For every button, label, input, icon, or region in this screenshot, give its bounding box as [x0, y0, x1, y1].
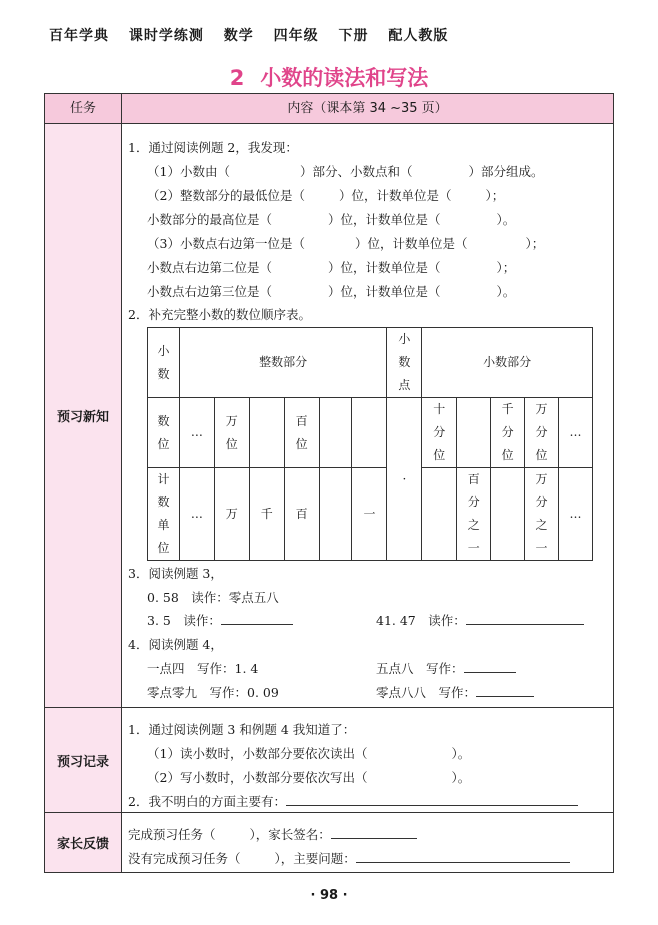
q3-example: 0. 58 读作：零点五八: [147, 590, 279, 605]
q1-line3: 小数部分的最高位是（ ）位，计数单位是（ ）。: [147, 212, 516, 227]
lesson-title: [0, 62, 658, 92]
decimal-part-cell: 小数部分: [422, 328, 593, 398]
q1-line5: 小数点右边第二位是（ ）位，计数单位是（ ）；: [147, 260, 516, 275]
q2-intro: 2．补充完整小数的数位顺序表。: [128, 307, 311, 322]
section-label-preview-record: [45, 708, 122, 812]
q3-item-a: 3. 5 读作：: [147, 611, 293, 629]
row-label-cell: 小数: [148, 328, 180, 398]
section-label-text: 家长反馈: [56, 837, 109, 852]
integer-part-cell: 整数部分: [179, 328, 386, 398]
answer-line[interactable]: [356, 850, 570, 863]
feedback-line2: 没有完成预习任务（ ），主要问题：: [128, 849, 570, 867]
table-row: [148, 468, 593, 561]
table-cell: …: [179, 398, 214, 468]
header-item: 数学: [223, 28, 254, 44]
table-cell: …: [559, 398, 593, 468]
table-cell: 万: [214, 468, 249, 561]
table-cell: 百分之一: [457, 468, 491, 561]
record-intro: 1．通过阅读例题 3 和例题 4 我知道了：: [128, 722, 356, 737]
section-label-preview-new: [45, 124, 122, 707]
header-item: 课时学练测: [128, 28, 204, 44]
lesson-title-text: 小数的读法和写法: [260, 66, 429, 90]
table-cell: 百: [284, 468, 319, 561]
header-item: 配人教版: [388, 28, 449, 44]
page-number: · 98 ·: [310, 888, 348, 903]
header-task: 任务: [45, 94, 122, 123]
section-label-text: 预习记录: [56, 754, 109, 770]
header-item: 四年级: [273, 28, 319, 44]
header-item: 百年学典: [49, 28, 109, 44]
q4-item-b: 零点八八 写作：: [376, 683, 534, 701]
table-cell: 十分位: [422, 398, 457, 468]
feedback-line1: 完成预习任务（ ），家长签名：: [128, 825, 417, 843]
answer-line[interactable]: [221, 612, 293, 625]
blank-cell: [249, 398, 284, 468]
q1-intro: 1．通过阅读例题 2，我发现：: [128, 140, 298, 155]
q3-item-b: 41. 47 读作：: [376, 611, 584, 629]
row-label-cell: 数位: [148, 398, 180, 468]
table-cell: 百位: [284, 398, 319, 468]
table-cell: 万分位: [525, 398, 559, 468]
blank-cell: [457, 398, 491, 468]
table-row: [148, 328, 593, 398]
table-cell: 千: [249, 468, 284, 561]
section-divider: [45, 812, 613, 813]
q4-item-a: 五点八 写作：: [376, 659, 516, 677]
answer-line[interactable]: [286, 793, 578, 806]
blank-cell: [352, 398, 387, 468]
blank-cell: [422, 468, 457, 561]
section-divider: [45, 707, 613, 708]
table-cell: 千分位: [491, 398, 525, 468]
q4-example-2: 零点零九 写作：0. 09: [147, 685, 279, 700]
dot-cell: ·: [387, 398, 422, 561]
table-header-row: [45, 94, 613, 124]
place-value-table: [147, 327, 593, 561]
header-item: 下册: [338, 28, 369, 44]
section-label-parent-feedback: [45, 813, 122, 872]
table-cell: 一: [352, 468, 387, 561]
header-content: 内容（课本第 34 ~35 页）: [287, 101, 448, 116]
decimal-point-cell: 小数点: [387, 328, 422, 398]
answer-line[interactable]: [466, 612, 584, 625]
q1-line4: （3）小数点右边第一位是（ ）位，计数单位是（ ）；: [147, 236, 545, 251]
section-label-text: 预习新知: [56, 410, 109, 425]
q1-line1: （1）小数由（ ）部分、小数点和（ ）部分组成。: [147, 164, 544, 179]
row-label-cell: 计数单位: [148, 468, 180, 561]
record-line3: 2．我不明白的方面主要有：: [128, 792, 578, 810]
record-line1: （1）读小数时，小数部分要依次读出（ ）。: [147, 746, 471, 761]
book-header: [49, 25, 462, 45]
table-cell: 万分之一: [525, 468, 559, 561]
q4-example-1: 一点四 写作：1. 4: [147, 661, 259, 676]
q4-intro: 4．阅读例题 4，: [128, 637, 223, 652]
q1-line6: 小数点右边第三位是（ ）位，计数单位是（ ）。: [147, 284, 516, 299]
answer-line[interactable]: [476, 684, 534, 697]
blank-cell: [491, 468, 525, 561]
table-cell: …: [179, 468, 214, 561]
answer-line[interactable]: [464, 660, 516, 673]
q3-intro: 3．阅读例题 3，: [128, 566, 223, 581]
signature-line[interactable]: [331, 826, 417, 839]
lesson-number: 2: [229, 66, 245, 90]
table-cell: …: [559, 468, 593, 561]
blank-cell: [319, 398, 352, 468]
table-row: [148, 398, 593, 468]
blank-cell: [319, 468, 352, 561]
table-cell: 万位: [214, 398, 249, 468]
q1-line2: （2）整数部分的最低位是（ ）位，计数单位是（ ）；: [147, 188, 505, 203]
worksheet-table: [44, 93, 614, 873]
record-line2: （2）写小数时，小数部分要依次写出（ ）。: [147, 770, 471, 785]
